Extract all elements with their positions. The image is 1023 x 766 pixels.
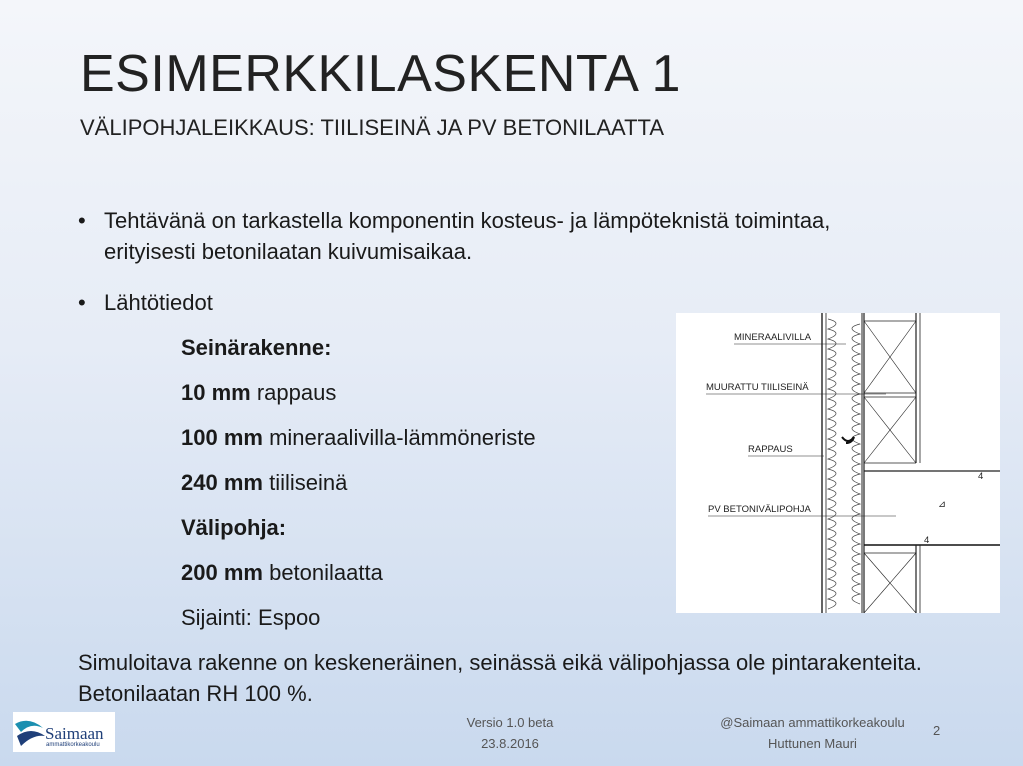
location: Sijainti: Espoo xyxy=(181,605,321,630)
org-text: @Saimaan ammattikorkeakoulu xyxy=(720,715,905,730)
section-drawing-svg xyxy=(676,313,1000,613)
summary-text: Simuloitava rakenne on keskeneräinen, seinässä eikä välipohjassa ole pintarakenteita. Betonilaatan RH 100 %. xyxy=(78,650,922,706)
slide-subtitle: VÄLIPOHJALEIKKAUS: TIILISEINÄ JA PV BETONILAATTA xyxy=(80,115,665,140)
layer-plaster: 10 mm rappaus xyxy=(181,380,337,405)
author-text: Huttunen Mauri xyxy=(768,736,857,751)
logo-subtitle: ammattikorkeakoulu xyxy=(46,742,100,748)
label-plaster: RAPPAUS xyxy=(748,444,793,455)
parameter-list xyxy=(181,330,536,645)
footer-credits xyxy=(690,712,935,754)
svg-text:4: 4 xyxy=(978,471,984,482)
svg-text:⊿: ⊿ xyxy=(938,499,946,510)
date-text: 23.8.2016 xyxy=(481,736,539,751)
label-slab: PV BETONIVÄLIPOHJA xyxy=(708,504,811,515)
svg-text:4: 4 xyxy=(924,535,930,546)
layer-brick: 240 mm tiiliseinä xyxy=(181,470,348,495)
slide-title: ESIMERKKILASKENTA 1 xyxy=(80,45,681,103)
label-brick-wall: MUURATTU TIILISEINÄ xyxy=(706,382,809,393)
logo-name: Saimaan xyxy=(45,724,104,743)
floor-slab: 200 mm betonilaatta xyxy=(181,560,383,585)
label-mineral-wool: MINERAALIVILLA xyxy=(734,332,812,343)
logo-wave-icon xyxy=(13,714,49,750)
floor-heading: Välipohja: xyxy=(181,515,287,540)
bullet-initial-data: • Lähtötiedot xyxy=(78,287,898,318)
version-text: Versio 1.0 beta xyxy=(466,715,554,730)
layer-mineral-wool: 100 mm mineraalivilla-lämmöneriste xyxy=(181,425,536,450)
page-number: 2 xyxy=(933,723,941,738)
section-drawing xyxy=(676,313,1000,613)
wall-heading: Seinärakenne: xyxy=(181,335,332,360)
bullet-task: • Tehtävänä on tarkastella komponentin kosteus- ja lämpöteknistä toimintaa, erityisesti betonilaatan kuivumisaikaa. xyxy=(78,205,898,267)
saimaa-logo xyxy=(13,712,115,752)
footer-version xyxy=(440,712,580,754)
